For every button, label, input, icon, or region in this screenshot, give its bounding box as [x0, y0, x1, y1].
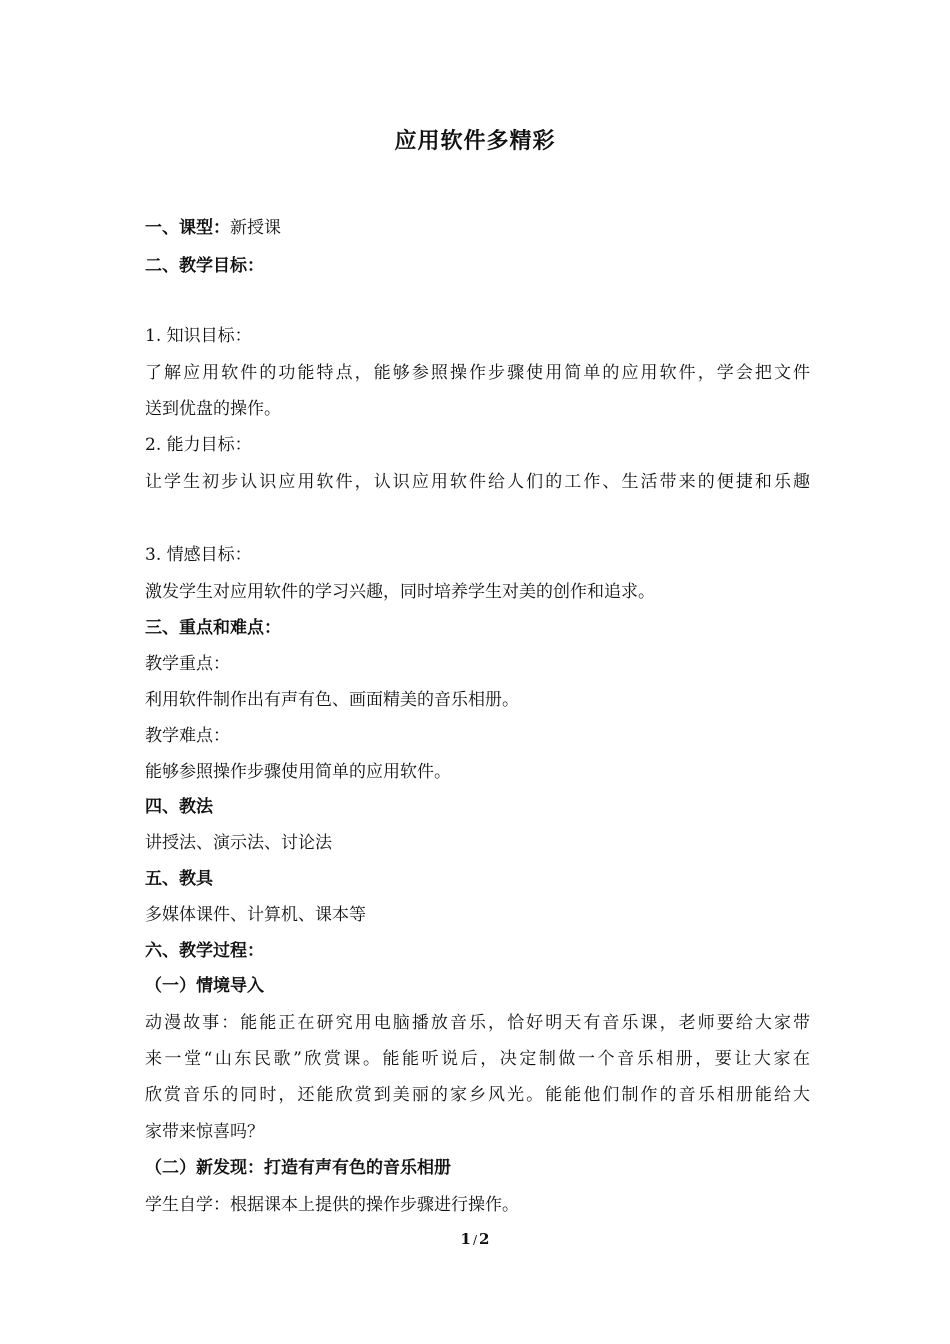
paragraph-line: 学生自学：根据课本上提供的操作步骤进行操作。	[145, 1195, 519, 1215]
total-pages: 2	[479, 1230, 490, 1248]
current-page: 1	[460, 1230, 471, 1248]
paragraph-line: 让学生初步认识应用软件，认识应用软件给人们的工作、生活带来的便捷和乐趣	[145, 472, 810, 492]
section-heading: 五、教具	[145, 869, 213, 889]
paragraph-line: 家带来惊喜吗？	[145, 1122, 264, 1142]
page-number	[0, 1229, 950, 1250]
document-title: 应用软件多精彩	[394, 128, 556, 154]
paragraph-line: 讲授法、演示法、讨论法	[145, 833, 332, 853]
paragraph-line: 了解应用软件的功能特点，能够参照操作步骤使用简单的应用软件，学会把文件	[145, 363, 810, 383]
goal-label: 2. 能力目标：	[145, 435, 252, 455]
paragraph-line: 动漫故事：能能正在研究用电脑播放音乐，恰好明天有音乐课，老师要给大家带	[145, 1013, 810, 1033]
section-lesson-type	[145, 216, 810, 240]
section-heading: 四、教法	[145, 797, 213, 817]
goal-label: 1. 知识目标：	[145, 326, 252, 346]
lesson-type-value: 新授课	[230, 218, 281, 238]
goal-label: 3. 情感目标：	[145, 545, 252, 565]
section-heading: 一、课型：	[145, 218, 230, 238]
sub-heading: （一）情境导入	[145, 976, 264, 996]
paragraph-line: 利用软件制作出有声有色、画面精美的音乐相册。	[145, 690, 519, 710]
page-separator: /	[472, 1233, 478, 1247]
paragraph-line: 能够参照操作步骤使用简单的应用软件。	[145, 762, 451, 782]
section-heading: 二、教学目标：	[145, 256, 264, 276]
sub-label: 教学难点：	[145, 726, 230, 746]
section-heading: 六、教学过程：	[145, 941, 264, 961]
paragraph-line: 多媒体课件、计算机、课本等	[145, 905, 366, 925]
paragraph-line: 送到优盘的操作。	[145, 399, 281, 419]
section-heading: 三、重点和难点：	[145, 618, 281, 638]
sub-label: 教学重点：	[145, 654, 230, 674]
paragraph-line: 来一堂“山东民歌”欣赏课。能能听说后，决定制做一个音乐相册，要让大家在	[145, 1049, 810, 1069]
paragraph-line: 欣赏音乐的同时，还能欣赏到美丽的家乡风光。能能他们制作的音乐相册能给大	[145, 1085, 810, 1105]
sub-heading: （二）新发现：打造有声有色的音乐相册	[145, 1158, 451, 1178]
paragraph-line: 激发学生对应用软件的学习兴趣，同时培养学生对美的创作和追求。	[145, 582, 655, 602]
